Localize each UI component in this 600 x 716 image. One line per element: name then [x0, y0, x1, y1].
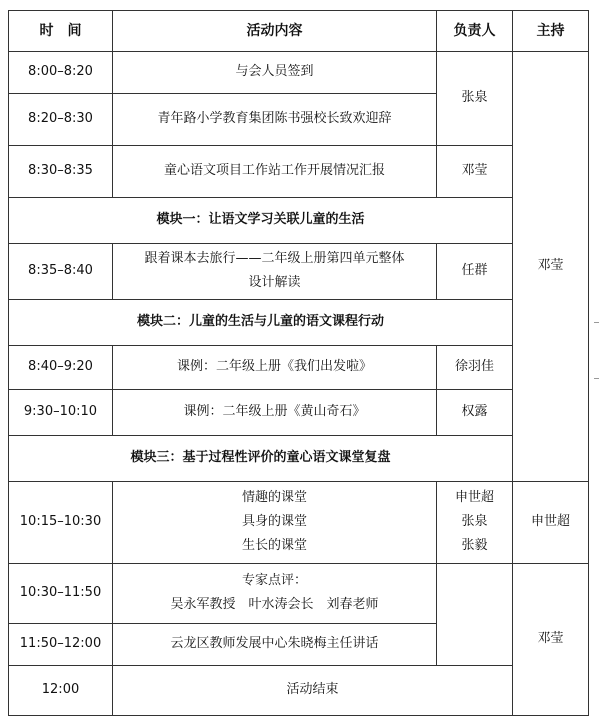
header-time: 时 间 — [9, 10, 113, 51]
owner-cell — [437, 563, 513, 665]
table-row — [9, 243, 589, 299]
module-title: 模块三：基于过程性评价的童心语文课堂复盘 — [9, 435, 513, 481]
content-cell: 云龙区教师发展中心朱晓梅主任讲话 — [113, 623, 437, 665]
owner-cell — [437, 481, 513, 563]
page-edge-mark — [594, 378, 599, 379]
time-cell: 9:30–10:10 — [9, 389, 113, 435]
owner-line: 张泉 — [461, 514, 488, 529]
content-line: 设计解读 — [248, 275, 301, 290]
content-line: 生长的课堂 — [241, 538, 307, 553]
content-line: 具身的课堂 — [241, 514, 307, 529]
owner-cell: 任群 — [437, 243, 513, 299]
time-cell: 8:35–8:40 — [9, 243, 113, 299]
header-owner: 负责人 — [437, 10, 513, 51]
content-line: 情趣的课堂 — [241, 490, 307, 505]
time-cell: 8:20–8:30 — [9, 93, 113, 145]
owner-cell: 权露 — [437, 389, 513, 435]
schedule-table — [8, 4, 589, 716]
time-cell: 8:40–9:20 — [9, 345, 113, 389]
table-row — [9, 563, 589, 623]
module-row — [9, 197, 589, 243]
time-cell: 10:30–11:50 — [9, 563, 113, 623]
content-cell: 童心语文项目工作站工作开展情况汇报 — [113, 145, 437, 197]
table-row — [9, 665, 589, 715]
content-cell — [113, 563, 437, 623]
owner-line: 申世超 — [454, 490, 494, 505]
module-row — [9, 299, 589, 345]
table-row — [9, 51, 589, 93]
module-title: 模块一：让语文学习关联儿童的生活 — [9, 197, 513, 243]
time-cell: 10:15–10:30 — [9, 481, 113, 563]
owner-cell: 徐羽佳 — [437, 345, 513, 389]
content-line: 吴永军教授 叶水涛会长 刘春老师 — [170, 597, 379, 612]
owner-line: 张毅 — [461, 538, 488, 553]
content-line: 跟着课本去旅行——二年级上册第四单元整体 — [144, 251, 405, 266]
owner-cell: 邓莹 — [437, 145, 513, 197]
content-cell: 课例：二年级上册《我们出发啦》 — [113, 345, 437, 389]
content-cell — [113, 481, 437, 563]
table-row — [9, 345, 589, 389]
host-cell: 邓莹 — [513, 563, 589, 715]
time-cell: 8:30–8:35 — [9, 145, 113, 197]
time-cell: 11:50–12:00 — [9, 623, 113, 665]
content-cell: 课例：二年级上册《黄山奇石》 — [113, 389, 437, 435]
time-cell: 12:00 — [9, 665, 113, 715]
content-cell: 活动结束 — [113, 665, 513, 715]
table-row — [9, 481, 589, 563]
content-cell — [113, 243, 437, 299]
page-edge-mark — [594, 322, 599, 323]
header-row — [9, 10, 589, 51]
time-cell: 8:00–8:20 — [9, 51, 113, 93]
table-row — [9, 145, 589, 197]
module-row — [9, 435, 589, 481]
host-cell: 申世超 — [513, 481, 589, 563]
header-host: 主持 — [513, 10, 589, 51]
content-cell: 青年路小学教育集团陈书强校长致欢迎辞 — [113, 93, 437, 145]
host-cell: 邓莹 — [513, 51, 589, 481]
module-title: 模块二：儿童的生活与儿童的语文课程行动 — [9, 299, 513, 345]
header-content: 活动内容 — [113, 10, 437, 51]
owner-cell: 张泉 — [437, 51, 513, 145]
content-cell: 与会人员签到 — [113, 51, 437, 93]
table-row — [9, 389, 589, 435]
content-line: 专家点评： — [241, 573, 307, 588]
